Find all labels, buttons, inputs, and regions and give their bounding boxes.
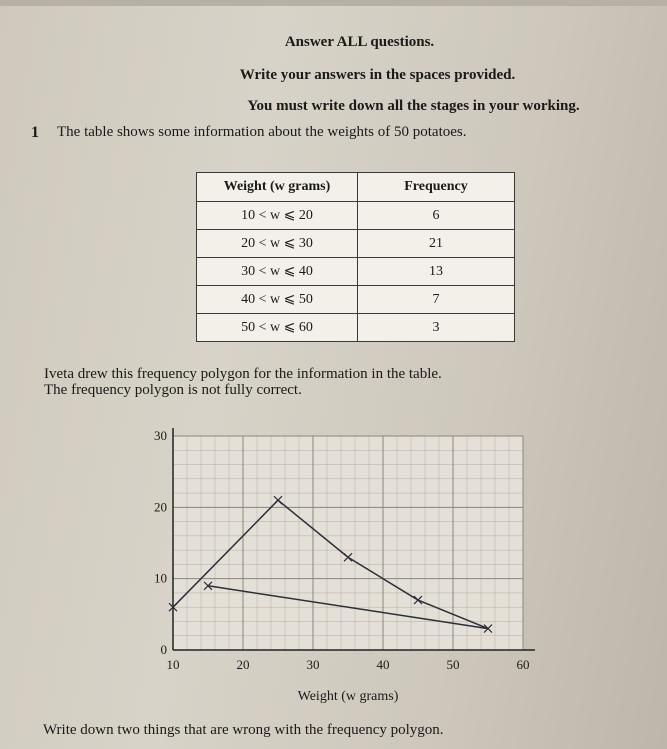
x-tick-label: 40 bbox=[376, 657, 390, 672]
question-number: 1 bbox=[31, 124, 39, 141]
table-row bbox=[197, 230, 515, 258]
row-frequency: 21 bbox=[358, 230, 515, 258]
x-tick-label: 10 bbox=[166, 657, 180, 672]
y-tick-label: 10 bbox=[154, 570, 167, 586]
question-intro: The table shows some information about the weights of 50 potatoes. bbox=[57, 124, 467, 140]
instruction-show-working: You must write down all the stages in your working. bbox=[247, 98, 580, 114]
row-range: 10 < w ⩽ 20 bbox=[197, 202, 358, 230]
row-range: 40 < w ⩽ 50 bbox=[197, 286, 358, 314]
x-tick-label: 30 bbox=[306, 657, 320, 672]
row-frequency: 7 bbox=[358, 286, 515, 314]
frequency-polygon-chart bbox=[140, 420, 560, 710]
table-row bbox=[197, 314, 515, 342]
table-row bbox=[197, 286, 515, 314]
row-frequency: 13 bbox=[358, 258, 515, 286]
row-range: 20 < w ⩽ 30 bbox=[197, 230, 358, 258]
header-weight: Weight (w grams) bbox=[197, 173, 358, 202]
x-tick-label: 50 bbox=[446, 657, 460, 672]
x-tick-label: 60 bbox=[516, 657, 530, 672]
plot-area bbox=[173, 436, 523, 650]
table-row bbox=[197, 202, 515, 230]
table-header-row bbox=[197, 173, 515, 202]
instruction-answer-all: Answer ALL questions. bbox=[284, 34, 435, 50]
page-top-edge bbox=[0, 0, 667, 6]
x-tick-label: 20 bbox=[236, 657, 250, 672]
row-frequency: 3 bbox=[358, 314, 515, 342]
y-tick-label: 20 bbox=[154, 499, 167, 515]
table-row bbox=[197, 258, 515, 286]
polygon-description: Iveta drew this frequency polygon for the information in the table. bbox=[44, 366, 442, 382]
x-axis-label: Weight (w grams) bbox=[297, 689, 399, 704]
row-range: 30 < w ⩽ 40 bbox=[197, 258, 358, 286]
weights-table bbox=[196, 172, 515, 342]
instruction-write-answers: Write your answers in the spaces provided. bbox=[239, 67, 516, 83]
y-tick-label: 30 bbox=[154, 428, 167, 443]
row-frequency: 6 bbox=[358, 202, 515, 230]
question-prompt: Write down two things that are wrong with the frequency polygon. bbox=[43, 722, 444, 738]
y-tick-label: 0 bbox=[160, 642, 167, 657]
polygon-note: The frequency polygon is not fully correct. bbox=[44, 382, 302, 398]
header-frequency: Frequency bbox=[358, 173, 515, 202]
row-range: 50 < w ⩽ 60 bbox=[197, 314, 358, 342]
